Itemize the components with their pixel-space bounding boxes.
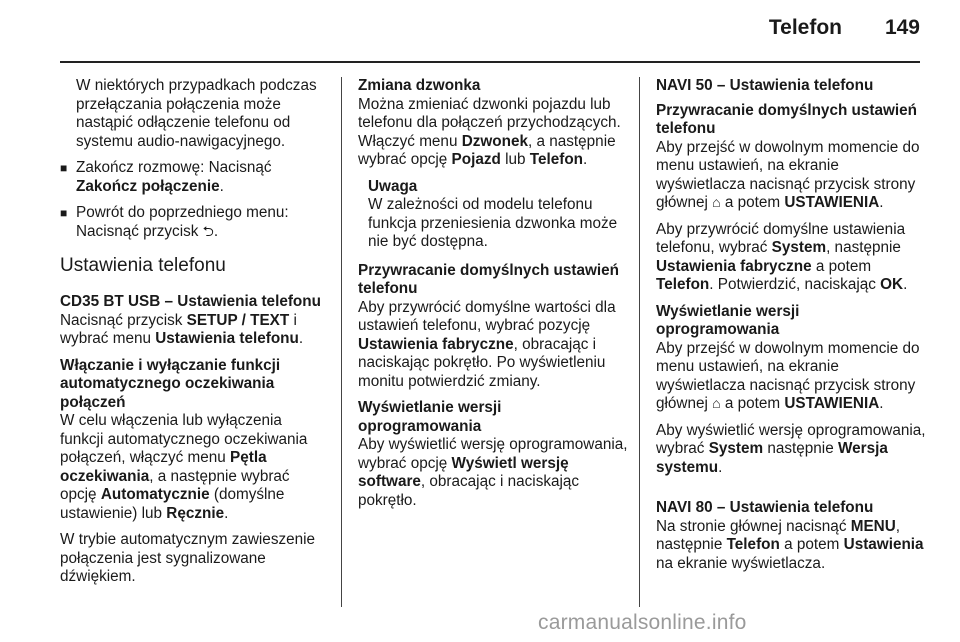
subheading-software-version: Wyświetlanie wersji oprogramowania [358, 399, 502, 435]
paragraph-navi50-version-menu: Aby przejść w dowolnym momencie do menu ustawień, na ekranie wyświetlacza nacisnąć przycisk strony głównej ⌂ a potem USTAWIENIA. [656, 339, 920, 412]
note-title: Uwaga [368, 177, 418, 195]
column-2 [358, 77, 628, 518]
end-call-label: Zakończ połączenie [76, 177, 220, 195]
back-arrow-icon: ⮌ [202, 222, 214, 239]
subheading-cd35: CD35 BT USB – Ustawienia telefonu [60, 293, 321, 310]
subheading-navi80: NAVI 80 – Ustawienia telefonu [656, 499, 874, 516]
page-title: Telefon [768, 16, 842, 39]
header-divider [60, 61, 920, 63]
section-heading: Ustawienia telefonu [60, 255, 226, 276]
paragraph-navi50-reset: Aby przywrócić domyślne ustawienia telefonu, wybrać System, następnie Ustawienia fabryczne a potem Telefon. Potwierdzić, naciskając OK. [656, 220, 908, 293]
intro-paragraph: W niektórych przypadkach podczas przełączania połączenia może nastąpić odłączenie telefonu od systemu audio-nawigacyjnego. [76, 77, 317, 150]
subheading-ringtone: Zmiana dzwonka [358, 77, 481, 94]
page-number: 149 [884, 16, 920, 39]
paragraph-call-waiting: W celu włączenia lub wyłączenia funkcji automatycznego oczekiwania połączeń, włączyć menu Pętla oczekiwania, a następnie wybrać opcję Automatycznie (domyślne ustawienie) lub Ręcznie. [60, 412, 308, 522]
subheading-navi50-version: Wyświetlanie wersji oprogramowania [656, 302, 800, 338]
paragraph-cd35: Nacisnąć przycisk SETUP / TEXT i wybrać menu Ustawienia telefonu. [60, 311, 304, 347]
bullet-end-call: ■ Zakończ rozmowę: Nacisnąć Zakończ połączenie. [60, 159, 328, 196]
subheading-call-waiting: Włączanie i wyłączanie funkcji automatycznego oczekiwania połączeń [60, 356, 281, 411]
paragraph-software-version: Aby wyświetlić wersję oprogramowania, wybrać opcję Wyświetl wersję software, obracając i naciskając pokrętło. [358, 436, 628, 509]
column-3 [656, 77, 926, 581]
column-divider-1 [341, 77, 342, 607]
column-divider-2 [639, 77, 640, 607]
paragraph-navi80: Na stronie głównej nacisnąć MENU, następnie Telefon a potem Ustawienia na ekranie wyświetlacza. [656, 517, 924, 572]
paragraph-navi50-version: Aby wyświetlić wersję oprogramowania, wybrać System następnie Wersja systemu. [656, 421, 926, 476]
subheading-navi50: NAVI 50 – Ustawienia telefonu [656, 77, 874, 94]
paragraph-factory-reset: Aby przywrócić domyślne wartości dla ustawień telefonu, wybrać pozycję Ustawienia fabryczne, obracając i naciskając pokrętło. Po wyświetleniu monitu potwierdzić zmiany. [358, 298, 616, 390]
column-1 [60, 77, 328, 595]
subheading-factory-reset: Przywracanie domyślnych ustawień telefonu [358, 261, 619, 297]
note-box [358, 178, 628, 252]
note-text: W zależności od modelu telefonu funkcja przeniesienia dzwonka może nie być dostępna. [368, 196, 618, 250]
home-icon: ⌂ [712, 194, 721, 210]
paragraph-navi50-settings: Aby przejść w dowolnym momencie do menu ustawień, na ekranie wyświetlacza nacisnąć przycisk strony głównej ⌂ a potem USTAWIENIA. [656, 138, 920, 211]
paragraph-auto-mode: W trybie automatycznym zawieszenie połączenia jest sygnalizowane dźwiękiem. [60, 531, 316, 585]
home-icon: ⌂ [712, 395, 721, 411]
subheading-navi50-reset: Przywracanie domyślnych ustawień telefonu [656, 101, 917, 137]
watermark: carmanualsonline.info [538, 611, 747, 634]
paragraph-ringtone: Można zmieniać dzwonki pojazdu lub telefonu dla połączeń przychodzących. Włączyć menu Dzwonek, a następnie wybrać opcję Pojazd lub Telefon. [358, 95, 621, 168]
bullet-back: ■ Powrót do poprzedniego menu: Nacisnąć przycisk ⮌. [60, 204, 328, 241]
page-header [0, 0, 960, 64]
